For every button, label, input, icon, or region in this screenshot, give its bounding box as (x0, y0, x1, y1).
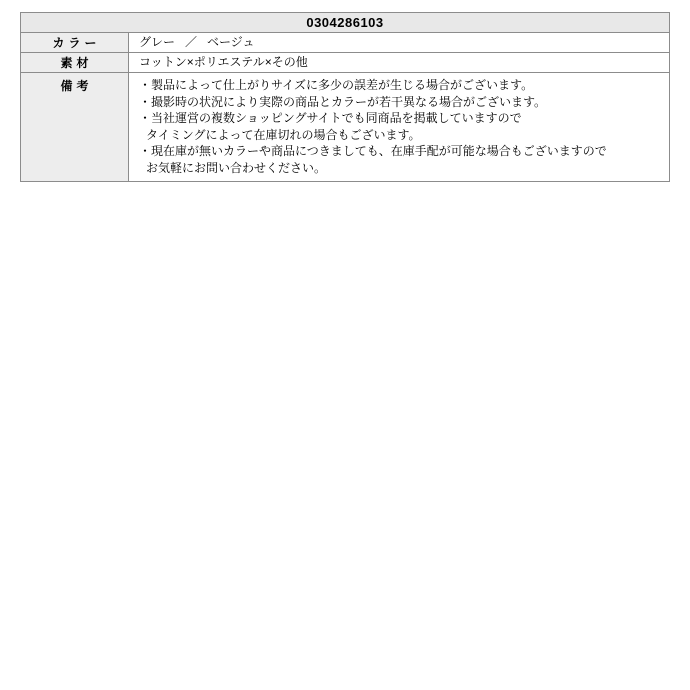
row-label-material: 素材 (21, 53, 129, 73)
row-label-notes: 備考 (21, 73, 129, 182)
table-row-title (21, 13, 670, 33)
note-item: ・当社運営の複数ショッピングサイトでも同商品を掲載していますので (139, 111, 522, 125)
product-code-title: 0304286103 (21, 13, 670, 33)
row-value-color (129, 33, 670, 53)
color-value-1: グレー (139, 35, 176, 49)
row-value-notes (129, 73, 670, 182)
table-row-color (21, 33, 670, 53)
note-item: ・撮影時の状況により実際の商品とカラーが若干異なる場合がございます。 (139, 94, 547, 109)
product-spec-table (20, 12, 670, 182)
table-row-material (21, 53, 670, 73)
color-value-2: ベージュ (207, 35, 255, 49)
note-item-continuation: お気軽にお問い合わせください。 (146, 160, 327, 175)
note-item: ・現在庫が無いカラーや商品につきましても、在庫手配が可能な場合もございますので (139, 144, 607, 158)
table-row-notes (21, 73, 670, 182)
note-item-continuation: タイミングによって在庫切れの場合もございます。 (146, 127, 421, 142)
row-label-color: カラー (21, 33, 129, 53)
row-value-material: コットン×ポリエステル×その他 (129, 53, 670, 73)
color-separator: ／ (185, 35, 198, 49)
note-item: ・製品によって仕上がりサイズに多少の誤差が生じる場合がございます。 (139, 78, 534, 92)
